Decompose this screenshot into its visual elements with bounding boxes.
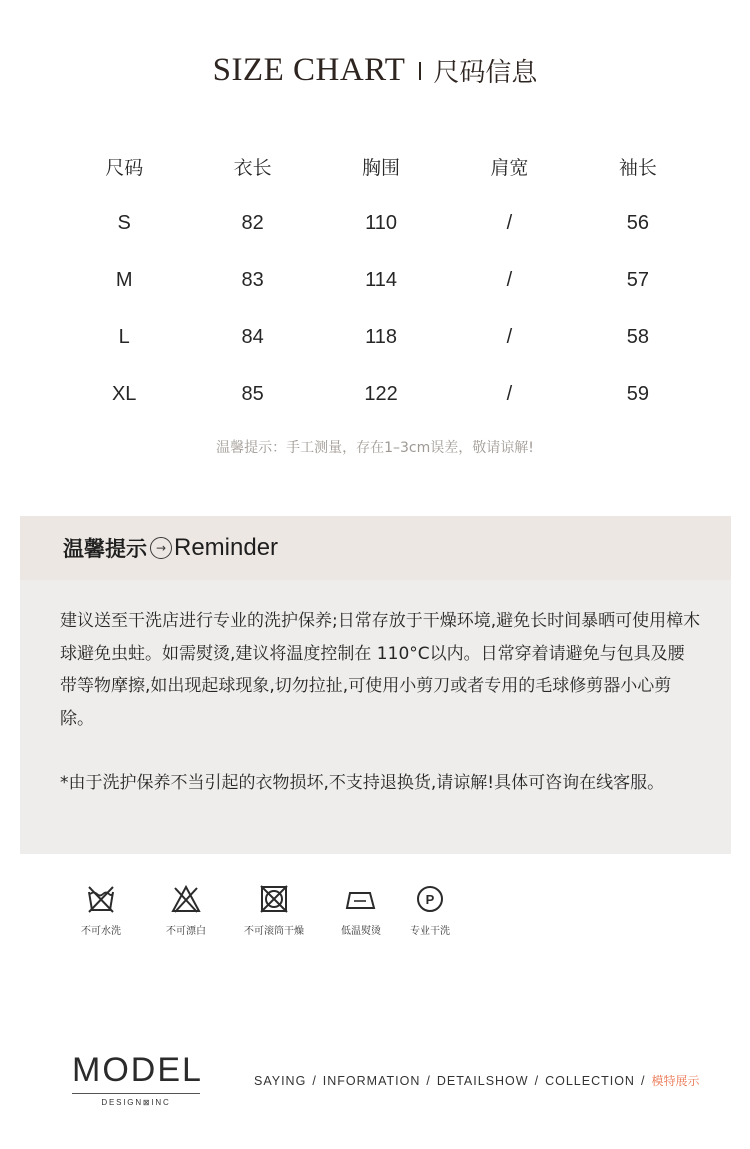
care-label: 不可滚筒干燥 bbox=[244, 926, 304, 937]
no-bleach-icon bbox=[171, 884, 201, 914]
professional-dry-clean-icon bbox=[415, 884, 445, 914]
reminder-title-en: Reminder bbox=[174, 534, 279, 561]
title-english: SIZE CHART bbox=[212, 52, 406, 88]
header-chest: 胸围 bbox=[362, 157, 401, 179]
title-divider bbox=[419, 62, 421, 80]
table-cell: 85 bbox=[241, 383, 264, 405]
table-cell: 110 bbox=[365, 212, 397, 234]
table-cell: 83 bbox=[241, 269, 264, 291]
table-cell: / bbox=[506, 212, 513, 234]
nav-detailshow[interactable]: DETAILSHOW bbox=[436, 1073, 529, 1088]
table-cell: XL bbox=[111, 383, 137, 405]
nav-separator: / bbox=[640, 1073, 646, 1088]
size-table bbox=[60, 138, 702, 423]
title-chinese: 尺码信息 bbox=[433, 58, 538, 88]
logo-subtitle: DESIGN⊠INC bbox=[101, 1098, 171, 1107]
care-label: 低温熨烫 bbox=[341, 926, 381, 937]
logo-rule bbox=[72, 1093, 200, 1094]
nav-separator: / bbox=[426, 1073, 431, 1088]
care-label: 不可漂白 bbox=[166, 926, 206, 937]
header-size: 尺码 bbox=[105, 157, 144, 179]
table-cell: 122 bbox=[364, 383, 398, 405]
header-length: 衣长 bbox=[233, 157, 272, 179]
nav-separator: / bbox=[312, 1073, 317, 1088]
care-item-dry-clean bbox=[380, 884, 480, 937]
nav-information[interactable]: INFORMATION bbox=[322, 1073, 421, 1088]
table-cell: L bbox=[118, 326, 130, 348]
nav-collection[interactable]: COLLECTION bbox=[545, 1073, 635, 1088]
care-label: 专业干洗 bbox=[410, 926, 450, 937]
footer-nav bbox=[254, 1072, 699, 1089]
care-instructions-text: 建议送至干洗店进行专业的洗护保养;日常存放于干燥环境,避免长时间暴晒可使用樟木球避免虫蛀。如需熨烫,建议将温度控制在 110°C以内。日常穿着请避免与包具及腰带等物摩擦,如出现起球现象,切勿拉扯,可使用小剪刀或者专用的毛球修剪器小心剪除。 bbox=[60, 611, 701, 729]
table-cell: 114 bbox=[365, 269, 397, 291]
reminder-title-cn: 温馨提示 bbox=[63, 537, 147, 561]
care-label: 不可水洗 bbox=[81, 926, 121, 937]
table-header-row bbox=[60, 138, 702, 195]
reminder-body bbox=[20, 580, 731, 800]
table-cell: 56 bbox=[626, 212, 649, 234]
table-cell: / bbox=[506, 383, 513, 405]
care-item-no-tumble-dry bbox=[224, 884, 324, 937]
logo-wordmark: MODEL bbox=[72, 1051, 203, 1089]
table-cell: S bbox=[117, 212, 131, 234]
table-cell: M bbox=[115, 269, 133, 291]
nav-separator: / bbox=[534, 1073, 540, 1088]
size-chart-title bbox=[0, 52, 750, 89]
table-cell: 57 bbox=[626, 269, 649, 291]
table-row bbox=[60, 366, 702, 423]
measurement-tip: 温馨提示：手工测量，存在1–3cm误差，敬请谅解! bbox=[216, 440, 534, 456]
care-icons-row bbox=[0, 884, 750, 944]
return-policy-text: *由于洗护保养不当引起的衣物损坏,不支持退换货,请谅解!具体可咨询在线客服。 bbox=[60, 773, 665, 793]
brand-logo bbox=[72, 1053, 202, 1107]
table-row bbox=[60, 252, 702, 309]
header-sleeve: 袖长 bbox=[618, 157, 657, 179]
nav-model-display[interactable]: 模特展示 bbox=[651, 1074, 700, 1088]
table-cell: 59 bbox=[626, 383, 649, 405]
no-water-wash-icon bbox=[86, 884, 116, 914]
header-shoulder: 肩宽 bbox=[490, 157, 529, 179]
dry-clean-letter: P bbox=[425, 892, 435, 907]
table-cell: 84 bbox=[241, 326, 264, 348]
reminder-card bbox=[20, 516, 731, 854]
table-cell: / bbox=[506, 326, 513, 348]
no-tumble-dry-icon bbox=[259, 884, 289, 914]
table-cell: 82 bbox=[241, 212, 264, 234]
arrow-circle-icon: → bbox=[150, 537, 172, 559]
table-cell: 58 bbox=[626, 326, 649, 348]
table-cell: / bbox=[506, 269, 513, 291]
reminder-header bbox=[20, 516, 731, 580]
care-item-no-bleach bbox=[136, 884, 236, 937]
low-temp-iron-icon bbox=[344, 884, 378, 914]
table-cell: 118 bbox=[365, 326, 397, 348]
nav-saying[interactable]: SAYING bbox=[254, 1073, 307, 1088]
table-row bbox=[60, 309, 702, 366]
table-row bbox=[60, 195, 702, 252]
